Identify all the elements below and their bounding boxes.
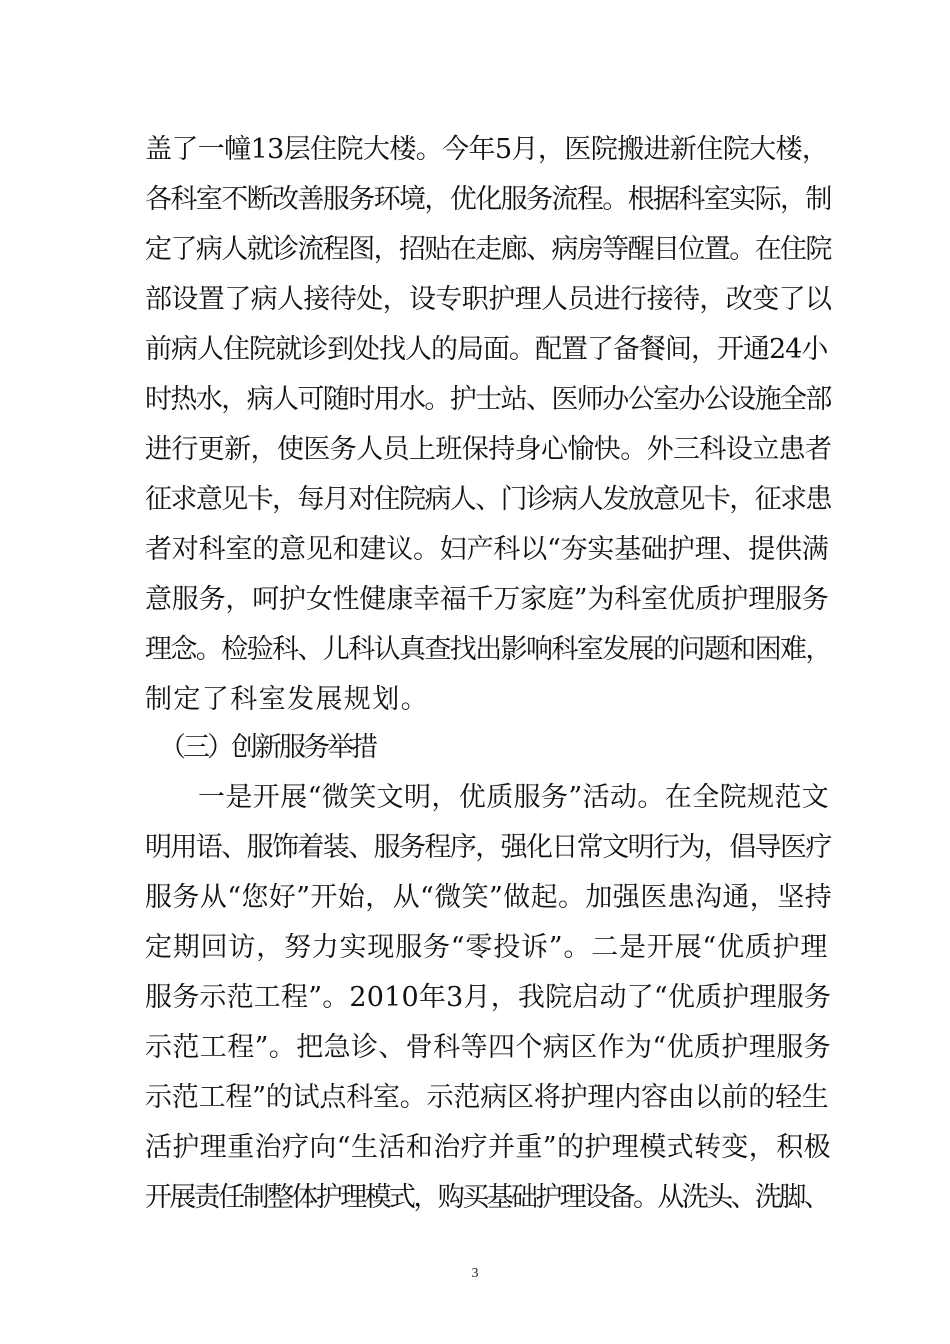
paragraph-line: 服务示范工程”。2010年3月，我院启动了“优质护理服务 [145, 982, 832, 1013]
paragraph-line: 盖了一幢13层住院大楼。今年5月，医院搬进新住院大楼， [145, 134, 829, 165]
paragraph-line: 进行更新，使医务人员上班保持身心愉快。外三科设立患者 [145, 434, 832, 465]
paragraph-line: 定期回访，努力实现服务“零投诉”。二是开展“优质护理 [145, 932, 829, 963]
paragraph-line: 定了病人就诊流程图，招贴在走廊、病房等醒目位置。在住院 [145, 234, 831, 265]
paragraph-line: 开展责任制整体护理模式，购买基础护理设备。从洗头、洗脚、 [145, 1182, 829, 1213]
page-number: 3 [471, 1266, 479, 1281]
paragraph-line: 各科室不断改善服务环境，优化服务流程。根据科室实际，制 [145, 184, 831, 215]
paragraph-line: 示范工程”的试点科室。示范病区将护理内容由以前的轻生 [145, 1082, 829, 1113]
paragraph-line: 者对科室的意见和建议。妇产科以“夯实基础护理、提供满 [145, 534, 829, 565]
paragraph-line: 制定了科室发展规划。 [145, 684, 429, 715]
paragraph-line: 活护理重治疗向“生活和治疗并重”的护理模式转变，积极 [145, 1132, 832, 1163]
paragraph-line: 前病人住院就诊到处找人的局面。配置了备餐间，开通24小 [145, 334, 828, 365]
paragraph-line: 意服务，呵护女性健康幸福千万家庭”为科室优质护理服务 [145, 584, 829, 615]
paragraph-line: 时热水，病人可随时用水。护士站、医师办公室办公设施全部 [145, 384, 831, 415]
paragraph-line: 服务从“您好”开始，从“微笑”做起。加强医患沟通，坚持 [145, 882, 833, 913]
paragraph-line: 征求意见卡，每月对住院病人、门诊病人发放意见卡，征求患 [145, 484, 831, 515]
paragraph-line: 理念。检验科、儿科认真查找出影响科室发展的问题和困难， [145, 634, 831, 665]
paragraph-line: 一是开展“微笑文明，优质服务”活动。在全院规范文 [198, 782, 830, 813]
paragraph-line: 示范工程”。把急诊、骨科等四个病区作为“优质护理服务 [145, 1032, 832, 1063]
section-heading: （三）创新服务举措 [159, 732, 375, 763]
paragraph-line: 明用语、服饰着装、服务程序，强化日常文明行为，倡导医疗 [145, 832, 831, 863]
paragraph-line: 部设置了病人接待处，设专职护理人员进行接待，改变了以 [145, 284, 832, 315]
